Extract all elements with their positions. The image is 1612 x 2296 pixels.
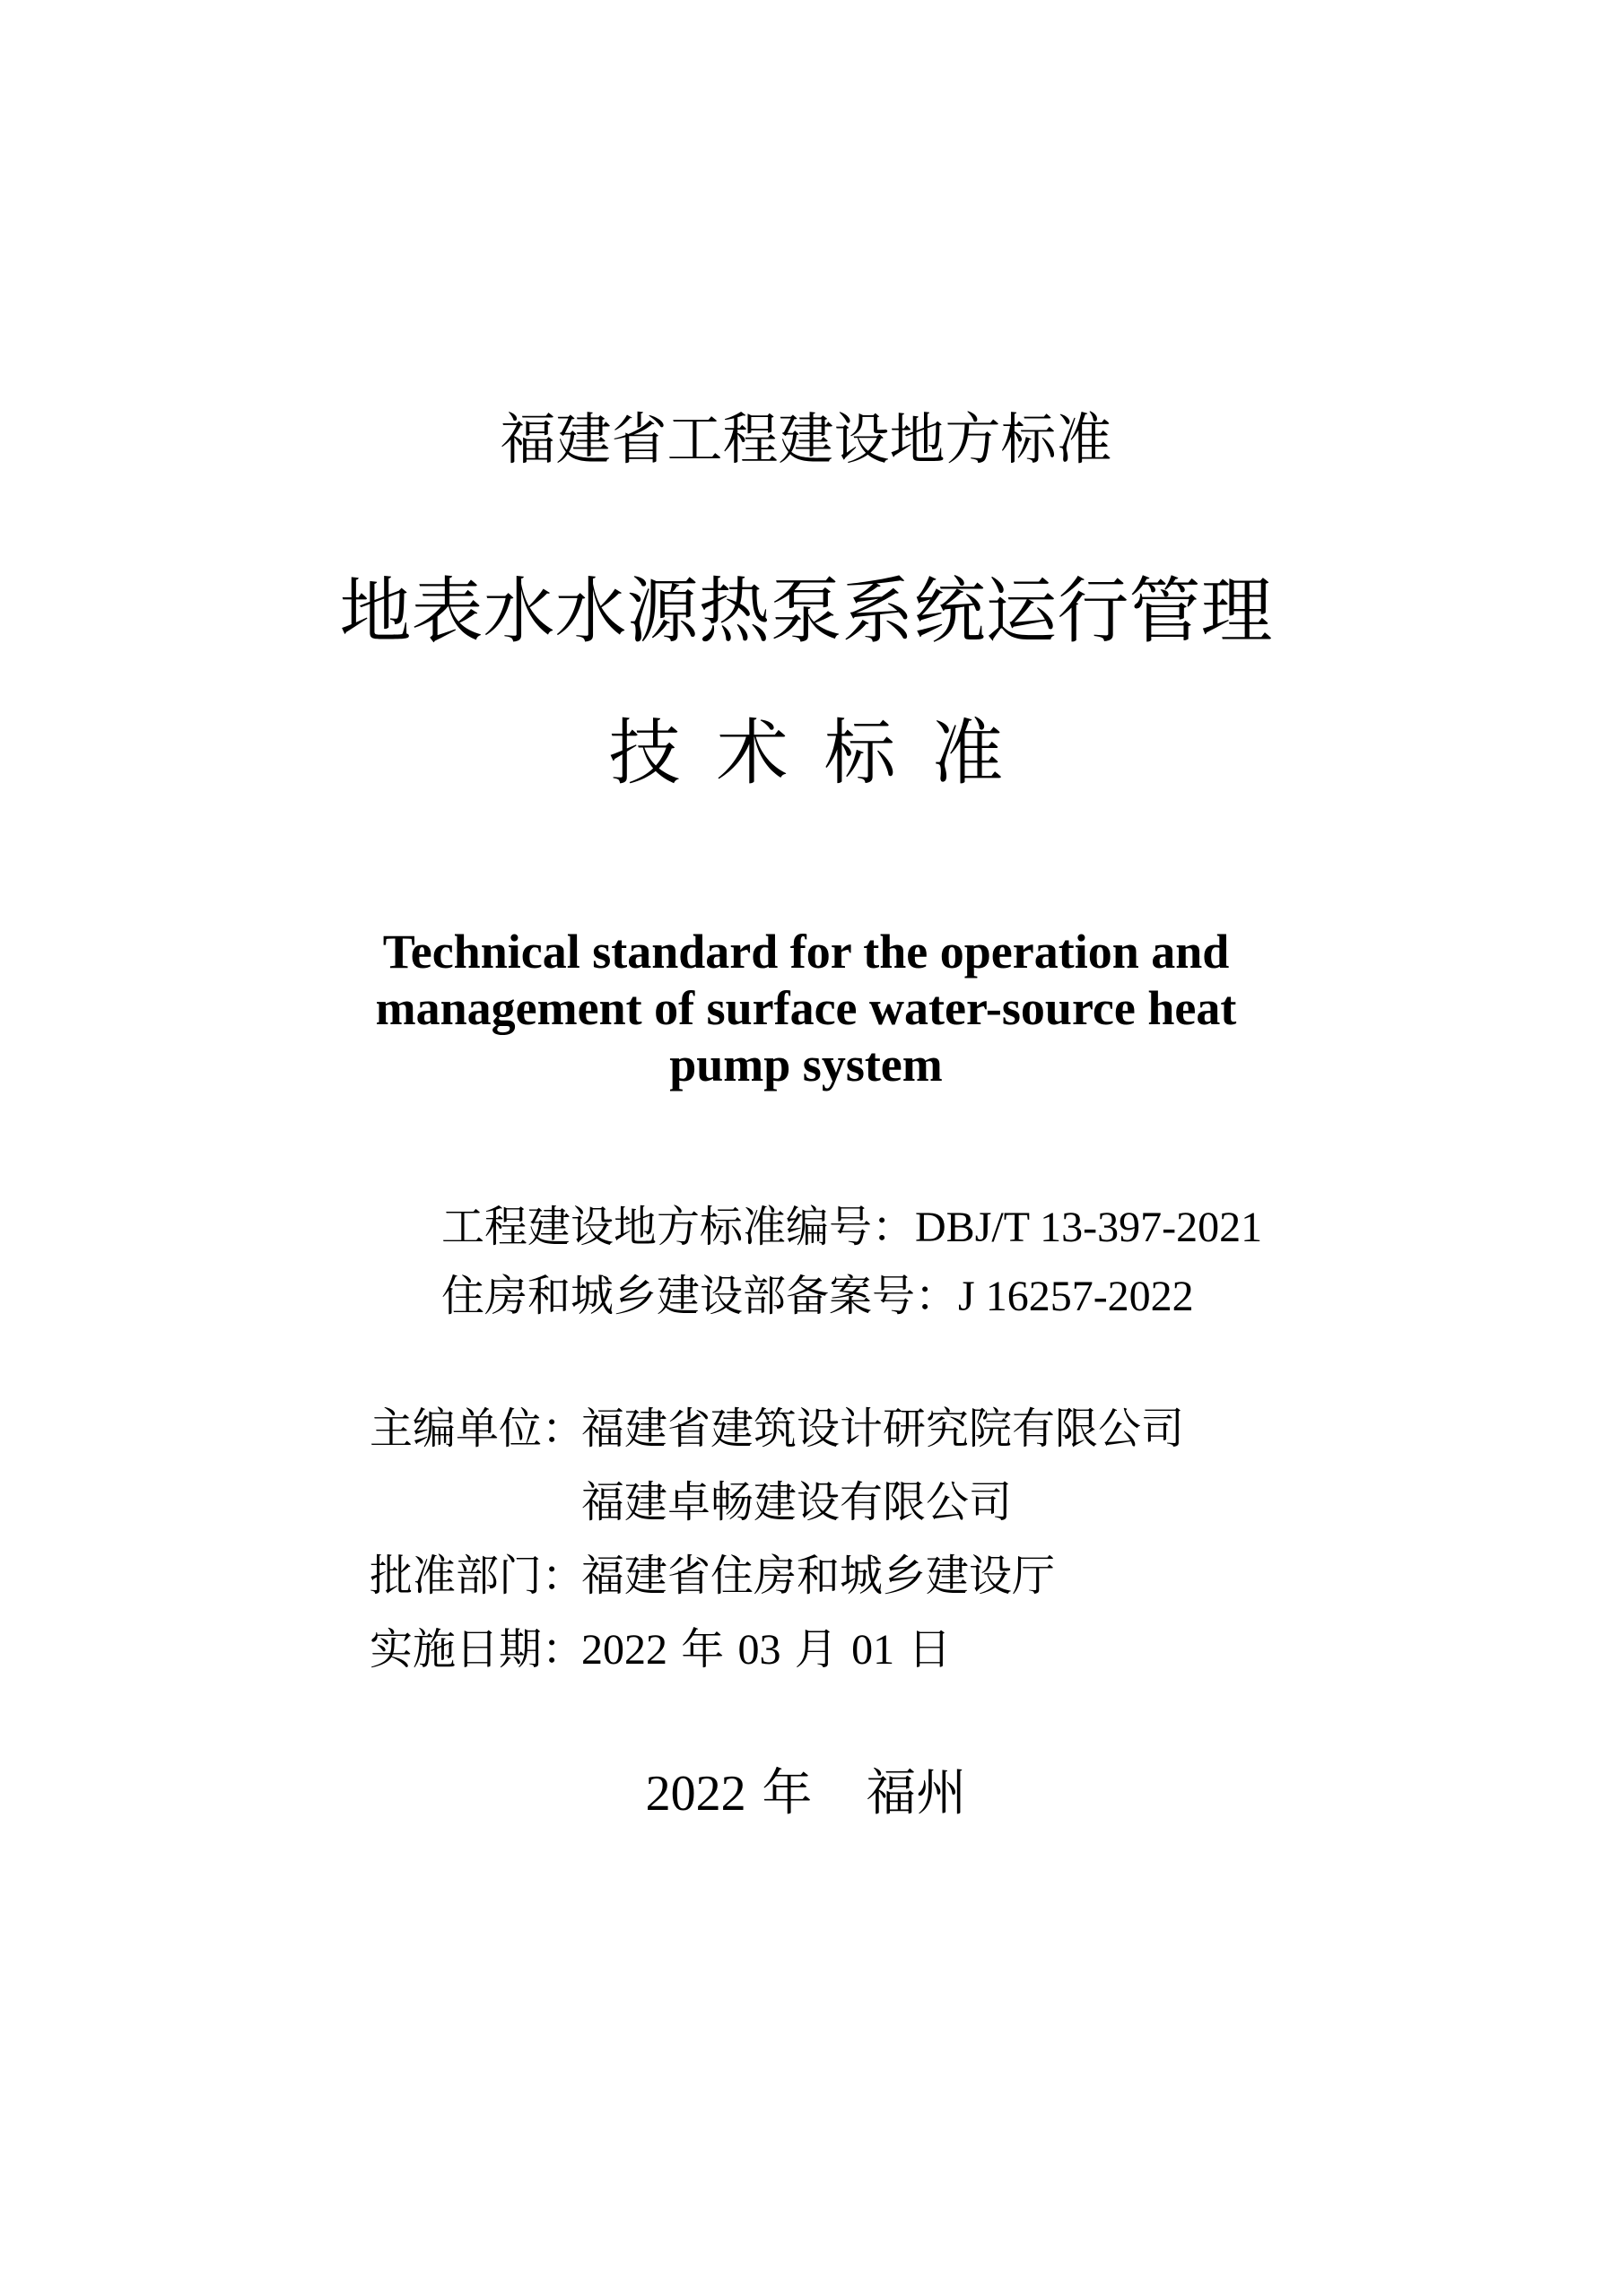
editor-2: 福建卓畅建设有限公司: [581, 1477, 1013, 1527]
document-title-en: [269, 924, 1343, 1093]
record-value: J 16257-2022: [958, 1273, 1194, 1320]
date-label: 实施日期：: [370, 1624, 586, 1674]
approval-label: 批准部门：: [370, 1551, 586, 1601]
local-standard-code: [441, 1193, 1262, 1262]
date-day: 01: [851, 1626, 895, 1674]
title-en-line: management of surface water-source heat: [375, 981, 1237, 1035]
title-en-line: Technical standard for the operation and: [382, 925, 1230, 978]
approval-value: 福建省住房和城乡建设厅: [581, 1551, 1056, 1601]
footer-city: 福州: [866, 1764, 967, 1822]
approval-row: [370, 1539, 1184, 1613]
date-year-unit: 年: [667, 1624, 738, 1674]
date-day-unit: 日: [894, 1624, 952, 1674]
date-month: 03: [737, 1626, 781, 1674]
record-number: [441, 1262, 1262, 1331]
publication-info: [370, 1392, 1184, 1687]
date-row: [370, 1613, 1184, 1687]
date-year: 2022: [581, 1626, 667, 1674]
title-en-line: pump system: [669, 1038, 943, 1091]
editor-1: 福建省建筑设计研究院有限公司: [581, 1404, 1185, 1454]
editor-row: [370, 1392, 1184, 1465]
footer-year-unit: 年: [745, 1764, 813, 1822]
publication-footer: [0, 1758, 1612, 1830]
standard-series-title: 福建省工程建设地方标准: [500, 406, 1112, 472]
footer-year: 2022: [645, 1766, 746, 1822]
date-month-unit: 月: [780, 1624, 852, 1674]
record-label: 住房和城乡建设部备案号：: [441, 1271, 959, 1321]
local-code-label: 工程建设地方标准编号：: [441, 1202, 916, 1252]
document-title-cn: 地表水水源热泵系统运行管理: [339, 570, 1273, 653]
spacer: [370, 1465, 581, 1539]
effective-date: [581, 1613, 951, 1687]
editor-row-2: [370, 1465, 1184, 1539]
document-title-cn-line2: 技术标准: [608, 711, 1040, 795]
local-code-value: DBJ/T 13-397-2021: [915, 1204, 1263, 1251]
editor-label: 主编单位：: [370, 1404, 586, 1454]
standard-codes: [441, 1193, 1262, 1331]
